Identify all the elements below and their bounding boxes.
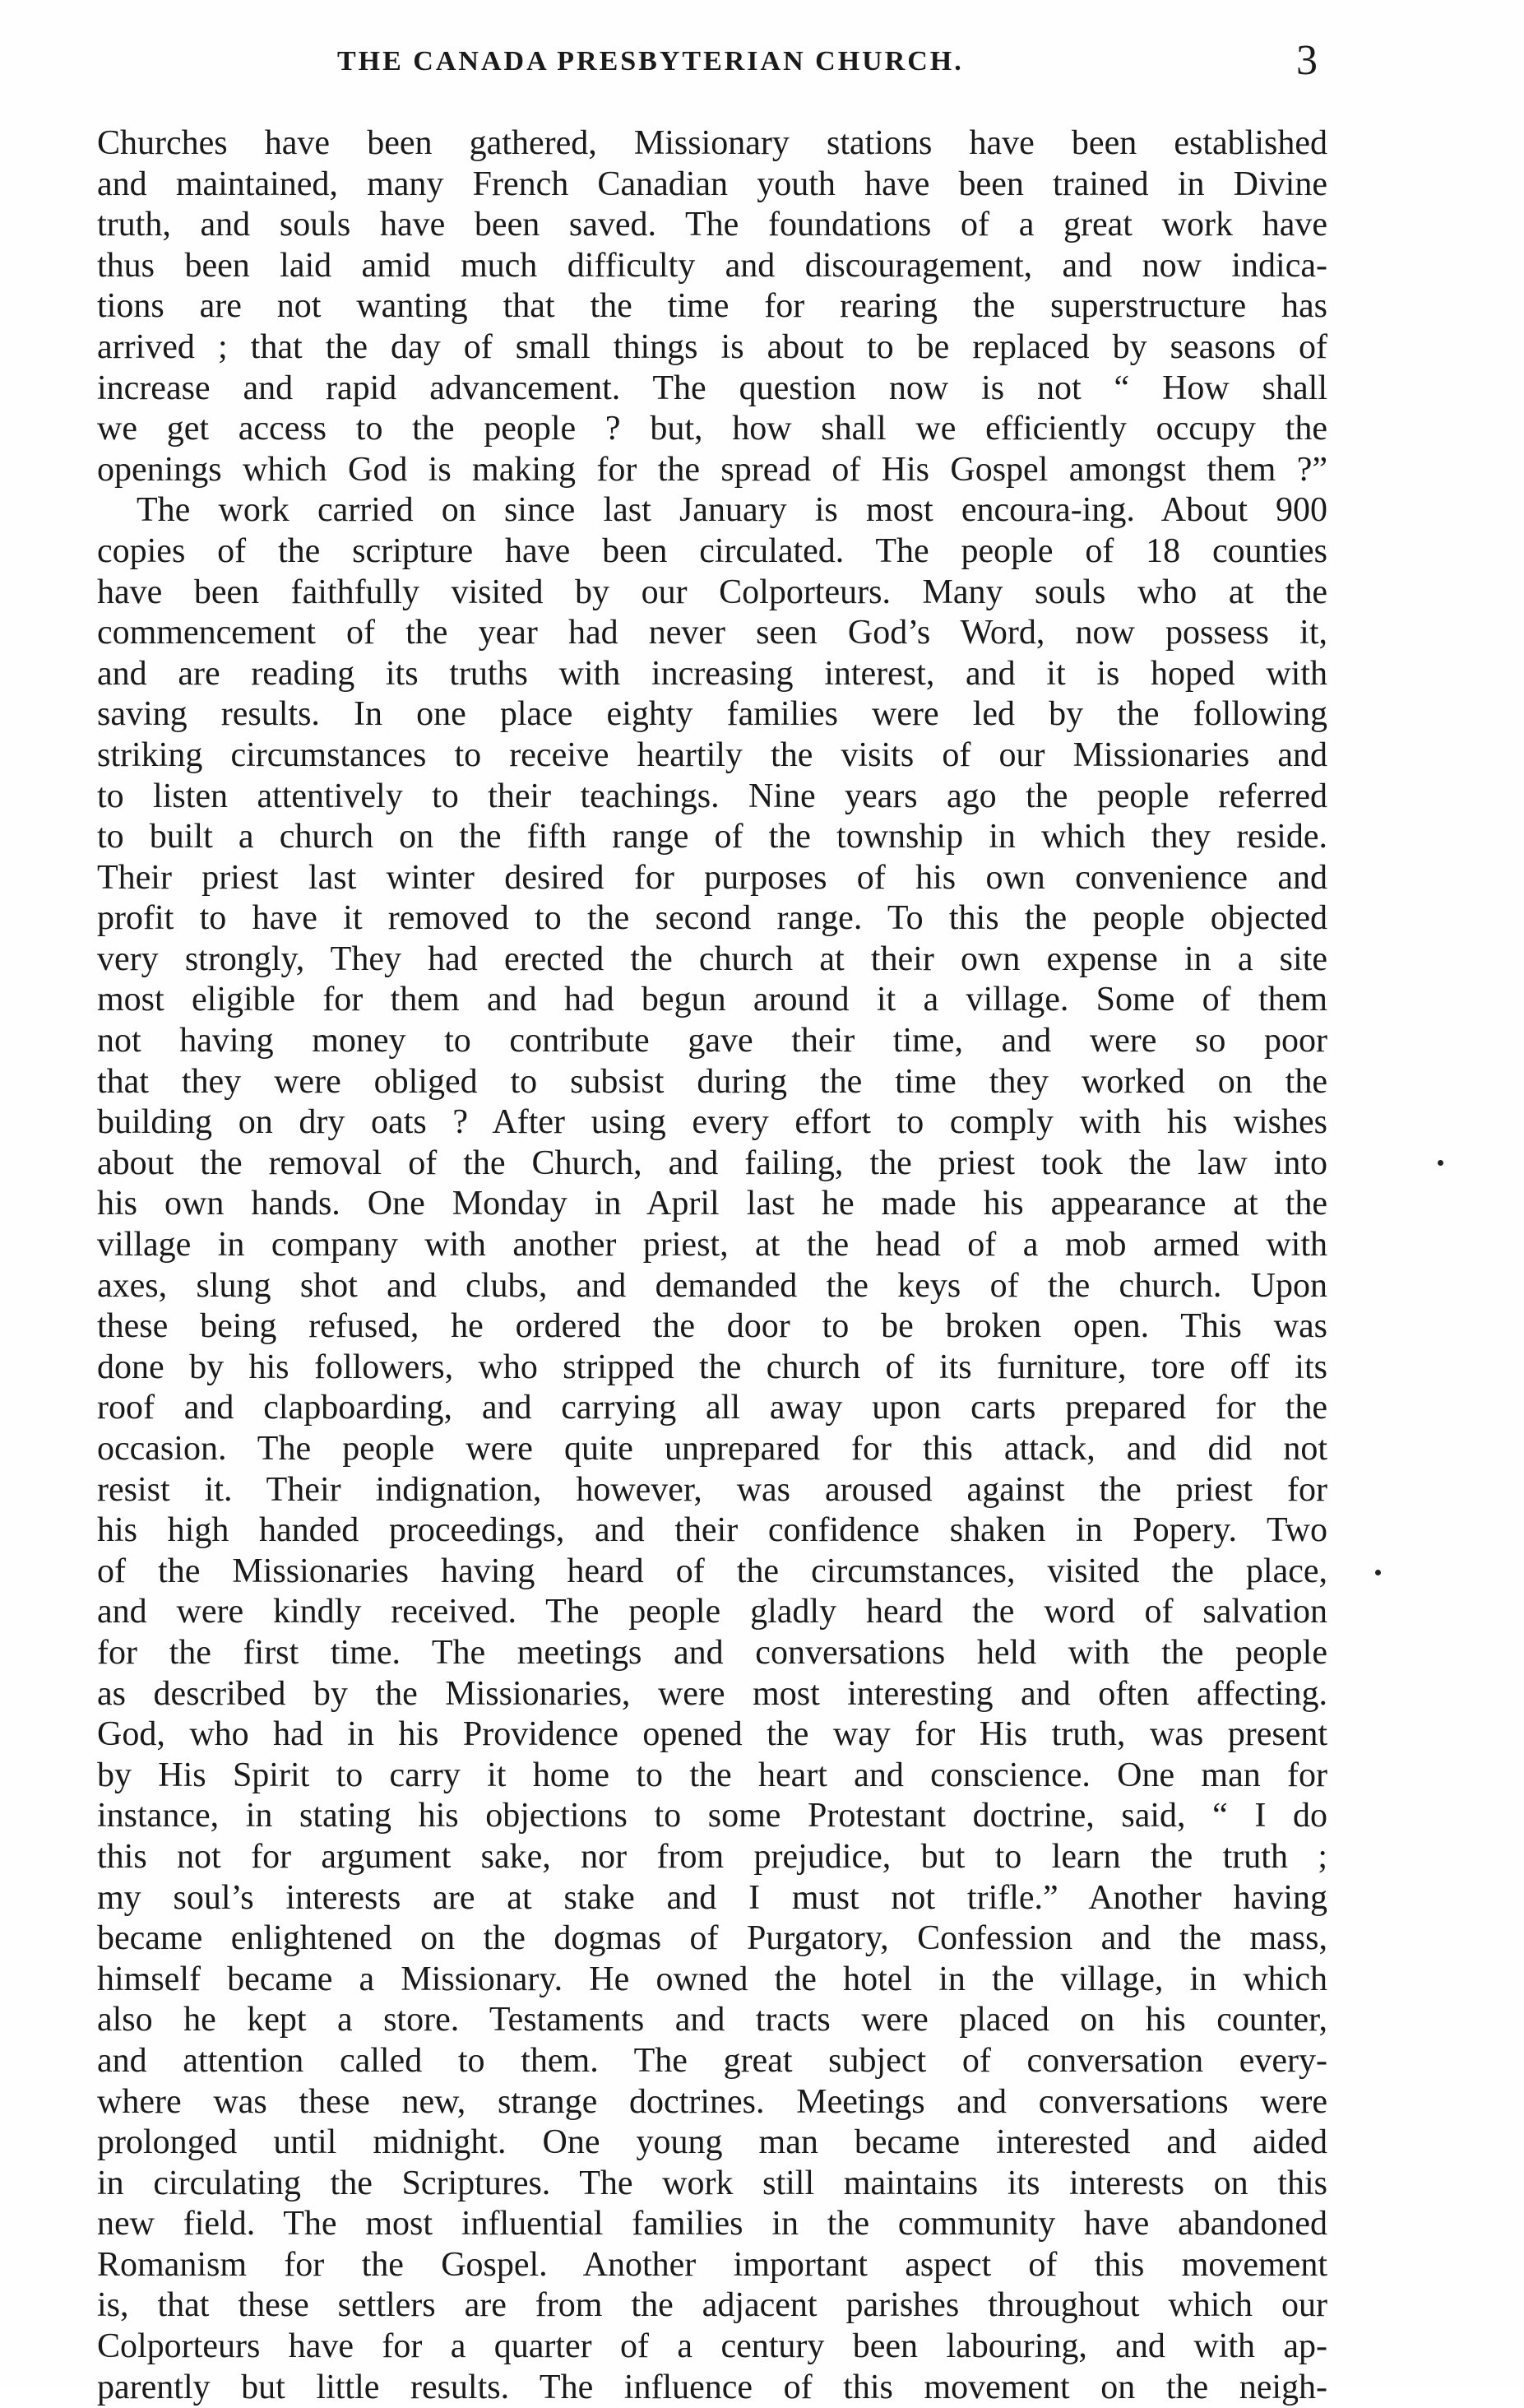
text-line: saving results. In one place eighty families were led by the following (97, 695, 1327, 734)
text-line: village in company with another priest, at the head of a mob armed with (97, 1226, 1327, 1264)
text-line: truth, and souls have been saved. The foundations of a great work have (97, 206, 1327, 244)
text-line: where was these new, strange doctrines. Meetings and conversations were (97, 2082, 1327, 2121)
text-line: prolonged until midnight. One young man became interested and aided (97, 2123, 1327, 2162)
text-line: not having money to contribute gave their time, and were so poor (97, 1022, 1327, 1060)
text-line: also he kept a store. Testaments and tracts were placed on his counter, (97, 2001, 1327, 2039)
text-line: resist it. Their indignation, however, was aroused against the priest for (97, 1470, 1327, 1509)
text-line: profit to have it removed to the second range. To this the people objected (97, 899, 1327, 938)
text-line: about the removal of the Church, and failing, the priest took the law into (97, 1144, 1327, 1182)
page-number: 3 (1296, 37, 1318, 84)
text-line: commencement of the year had never seen God’s Word, now possess it, (97, 614, 1327, 652)
text-line: himself became a Missionary. He owned the hotel in the village, in which (97, 1960, 1327, 1998)
text-line: is, that these settlers are from the adjacent parishes throughout which our (97, 2286, 1327, 2325)
text-line: his own hands. One Monday in April last he made his appearance at the (97, 1185, 1327, 1223)
text-line: copies of the scripture have been circulated. The people of 18 counties (97, 531, 1327, 570)
text-line: have been faithfully visited by our Colporteurs. Many souls who at the (97, 573, 1327, 611)
text-line: my soul’s interests are at stake and I must not trifle.” Another having (97, 1878, 1327, 1917)
running-head: THE CANADA PRESBYTERIAN CHURCH. (337, 46, 964, 77)
text-line: occasion. The people were quite unprepared for this attack, and did not (97, 1430, 1327, 1468)
text-line: thus been laid amid much difficulty and discouragement, and now indica- (97, 246, 1327, 285)
text-line: axes, slung shot and clubs, and demanded the keys of the church. Upon (97, 1266, 1327, 1305)
text-line: Churches have been gathered, Missionary stations have been established (97, 124, 1327, 162)
text-line: God, who had in his Providence opened the way for His truth, was present (97, 1715, 1327, 1754)
text-line: Their priest last winter desired for purposes of his own convenience and (97, 858, 1327, 897)
text-line: striking circumstances to receive heartily the visits of our Missionaries and (97, 735, 1327, 774)
text-line: and maintained, many French Canadian youth have been trained in Divine (97, 165, 1327, 203)
text-line: very strongly, They had erected the church at their own expense in a site (97, 940, 1327, 978)
text-line: became enlightened on the dogmas of Purgatory, Confession and the mass, (97, 1919, 1327, 1958)
text-line: his high handed proceedings, and their confidence shaken in Popery. Two (97, 1511, 1327, 1550)
text-line: of the Missionaries having heard of the circumstances, visited the place, (97, 1552, 1327, 1590)
scan-speck (1375, 1570, 1381, 1575)
body-text (97, 123, 1327, 2408)
text-line: The work carried on since last January is most encoura‐ing. About 900 (137, 491, 1327, 530)
text-line: roof and clapboarding, and carrying all away upon carts prepared for the (97, 1389, 1327, 1427)
text-line: parently but little results. The influence of this movement on the neigh- (97, 2368, 1327, 2406)
text-line: to listen attentively to their teachings. Nine years ago the people referred (97, 777, 1327, 815)
text-line: instance, in stating his objections to some Protestant doctrine, said, “ I do (97, 1797, 1327, 1835)
text-line: we get access to the people ? but, how shall we efficiently occupy the (97, 410, 1327, 448)
text-line: and are reading its truths with increasing interest, and it is hoped with (97, 654, 1327, 693)
text-line: in circulating the Scriptures. The work still maintains its interests on this (97, 2164, 1327, 2202)
text-line: Colporteurs have for a quarter of a century been labouring, and with ap- (97, 2327, 1327, 2366)
text-line: these being refused, he ordered the door to be broken open. This was (97, 1307, 1327, 1346)
text-line: to built a church on the fifth range of the township in which they reside. (97, 818, 1327, 856)
text-line: and were kindly received. The people gladly heard the word of salvation (97, 1593, 1327, 1631)
text-line: most eligible for them and had begun around it a village. Some of them (97, 981, 1327, 1019)
text-line: building on dry oats ? After using every effort to comply with his wishes (97, 1103, 1327, 1142)
text-line: Romanism for the Gospel. Another important aspect of this movement (97, 2245, 1327, 2284)
text-line: this not for argument sake, nor from prejudice, but to learn the truth ; (97, 1837, 1327, 1876)
scan-speck (1438, 1160, 1443, 1166)
text-line: for the first time. The meetings and conversations held with the people (97, 1633, 1327, 1672)
text-line: increase and rapid advancement. The question now is not “ How shall (97, 369, 1327, 407)
text-line: that they were obliged to subsist during the time they worked on the (97, 1062, 1327, 1101)
text-line: tions are not wanting that the time for rearing the superstructure has (97, 287, 1327, 326)
text-line: done by his followers, who stripped the church of its furniture, tore off its (97, 1348, 1327, 1386)
text-line: new field. The most influential families in the community have abandoned (97, 2205, 1327, 2243)
text-line: by His Spirit to carry it home to the heart and conscience. One man for (97, 1756, 1327, 1794)
text-line: arrived ; that the day of small things is about to be replaced by seasons of (97, 327, 1327, 366)
text-line: openings which God is making for the spread of His Gospel amongst them ?” (97, 450, 1327, 489)
text-line: and attention called to them. The great subject of conversation every- (97, 2041, 1327, 2080)
text-line: as described by the Missionaries, were most interesting and often affecting. (97, 1674, 1327, 1713)
